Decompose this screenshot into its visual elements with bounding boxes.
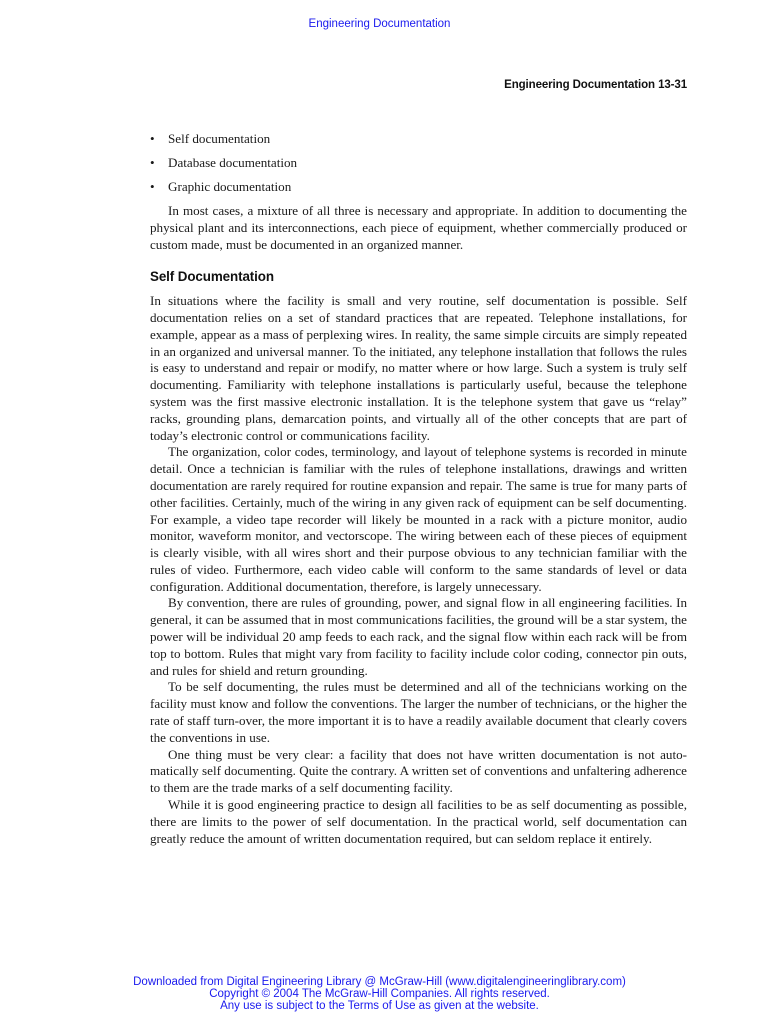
bullet-text: Database documentation [168, 154, 298, 170]
bullet-icon: • [150, 131, 155, 146]
running-head: Engineering Documentation 13-31 [504, 79, 687, 91]
list-item [150, 131, 687, 148]
bullet-text: Self documentation [168, 131, 271, 146]
footer-download-link[interactable]: Downloaded from Digital Engineering Library @ McGraw-Hill (www.digitalengineeringlibrary.com) [133, 976, 626, 988]
top-header-link[interactable]: Engineering Documentation [308, 18, 451, 30]
body-paragraph: To be self documenting, the rules must be determined and all of the technicians working on the facility must know and follow the conventions. The larger the number of technicians, or the higher the rate of staff turn-over, the more important it is to have a readily available document that clearly covers the conventions in use. [150, 679, 687, 745]
bullet-icon: • [150, 178, 155, 194]
body-paragraph: The organization, color codes, terminology, and layout of telephone systems is recorded in minute detail. Once a technician is familiar with the rules of telephone installations, drawings and written documentation are rarely required for routine expansion and repair. The same is true for many parts of other facilities. Certainly, much of the wiring in any given rack of equipment can be self documenting. For example, a video tape recorder will likely be mounted in a rack with a picture monitor, audio monitor, waveform monitor, and vectorscope. The wiring between each of these pieces of equipment is clearly visible, with all wires short and their purpose obvious to any technician familiar with the rules of video. Furthermore, each video cable will conform to the same standards of level or data configuration. Additional documentation, therefore, is largely unnecessary. [150, 444, 687, 594]
bullet-text: Graphic documentation [168, 178, 292, 194]
bullet-list [150, 131, 687, 196]
bullet-icon: • [150, 154, 155, 170]
footer [0, 976, 759, 1012]
body-paragraph: While it is good engineering practice to design all facilities to be as self documenting as possible, there are limits to the power of self documentation. In the practical world, self documentation can greatly reduce the amount of written documentation required, but can seldom replace it entirely. [150, 797, 687, 846]
body-paragraph: In situations where the facility is small and very routine, self documentation is possible. Self documentation relies on a set of standard practices that are repeated. Telephone installations, for example, appear as a mass of perplexing wires. In reality, the same simple circuits are simply repeated in an organized and universal manner. To the initiated, any telephone installation that follows the rules is easy to understand and repair or modify, no matter where or how large. Such a system is truly self documenting. Familiarity with telephone installations is particularly useful, because the telephone system was the first massive electronic installation. It is the telephone system that gave us “relay” racks, grounding plans, demarcation points, and virtually all of the other concepts that are part of today’s electronic control or communications facility. [150, 293, 687, 443]
footer-copyright: Copyright © 2004 The McGraw-Hill Companies. All rights reserved. [209, 988, 550, 1000]
body-paragraph: One thing must be very clear: a facility that does not have written documentation is not automatically self documenting. Quite the contrary. A written set of conventions and unfaltering adherence to them are the trade marks of a self documenting facility. [150, 746, 687, 796]
body-paragraph: By convention, there are rules of grounding, power, and signal flow in all engineering facilities. In general, it can be assumed that in most communications facilities, the ground will be a star system, the power will be individual 20 amp feeds to each rack, and the signal flow within each rack will be from top to bottom. Rules that might vary from facility to facility include color coding, connector pin outs, and rules for shield and return grounding. [150, 595, 687, 678]
footer-terms-link[interactable]: Any use is subject to the Terms of Use as given at the website. [220, 1000, 539, 1012]
intro-paragraph: In most cases, a mixture of all three is necessary and appropriate. In addition to documenting the physical plant and its interconnections, each piece of equipment, whether commercially produced or custom made, must be documented in an organized manner. [150, 202, 687, 252]
section-heading: Self Documentation [150, 269, 274, 285]
page-body [150, 131, 687, 847]
list-item [150, 155, 687, 172]
list-item [150, 179, 687, 196]
